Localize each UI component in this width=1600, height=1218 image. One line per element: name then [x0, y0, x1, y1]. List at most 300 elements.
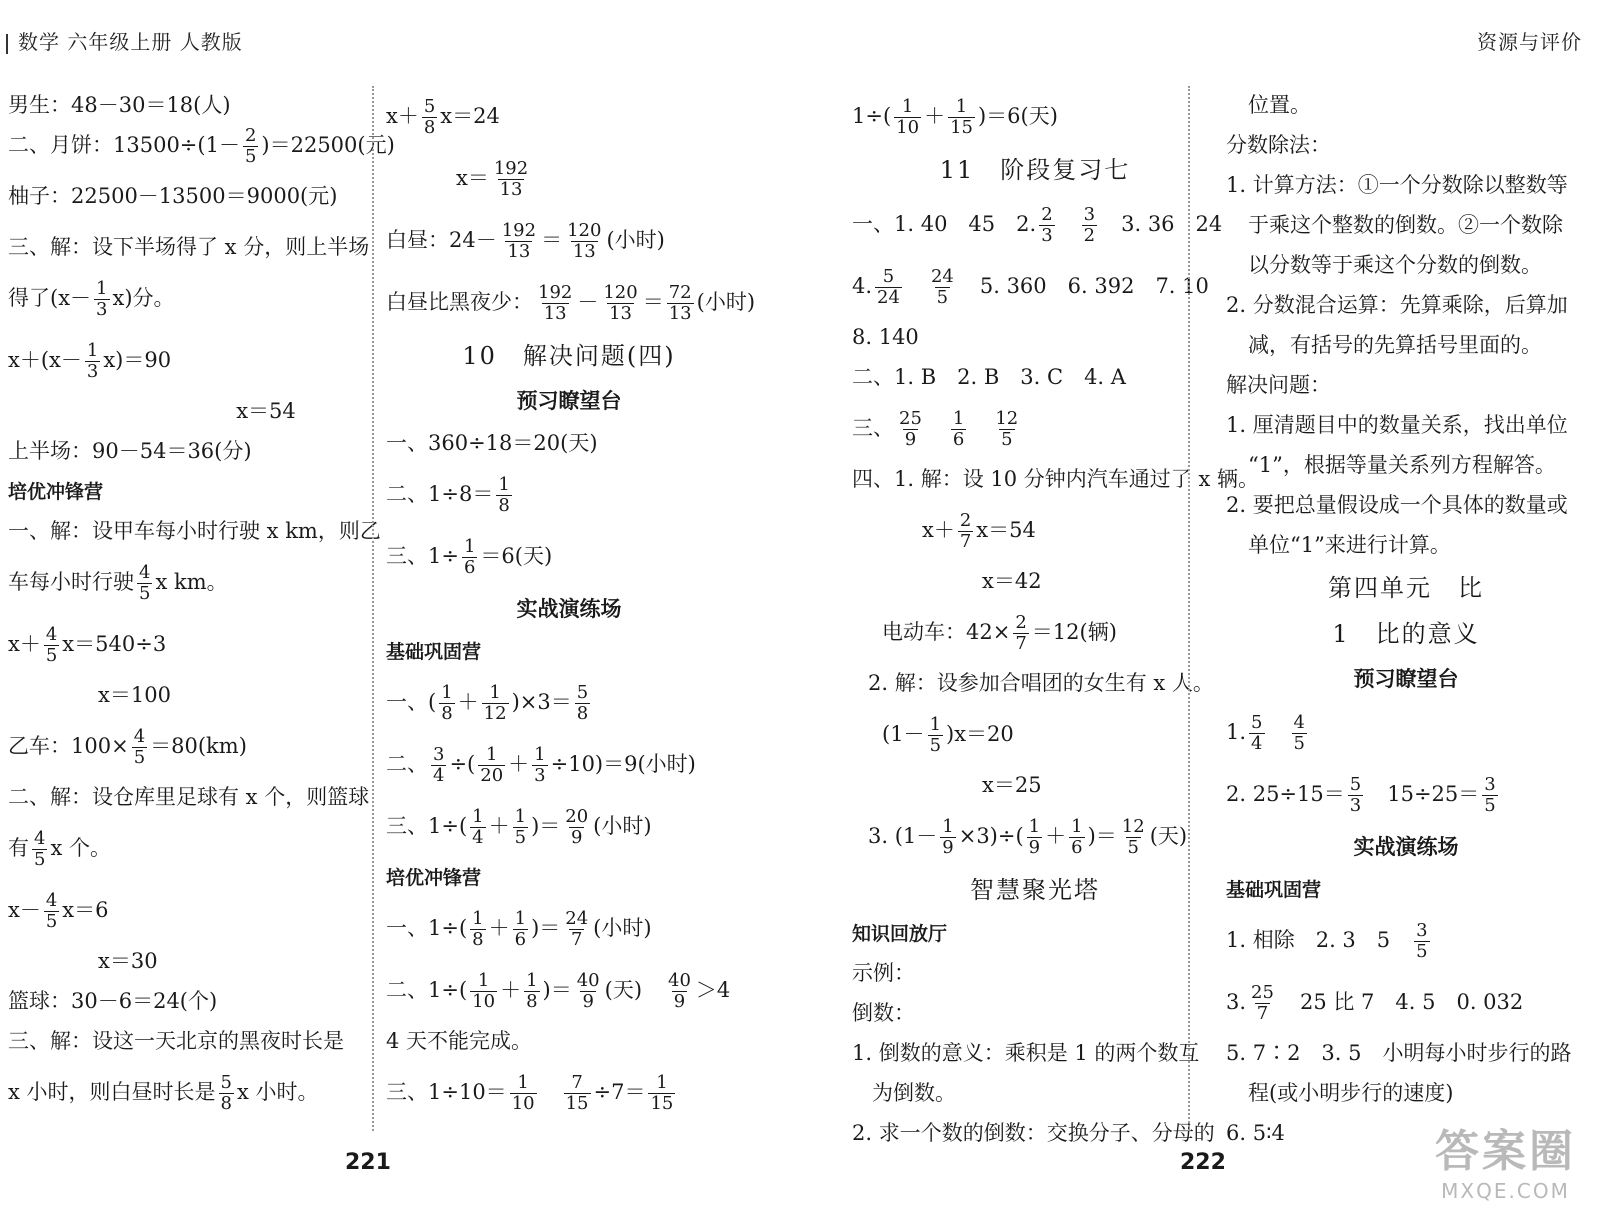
fraction-numerator: 3 — [433, 744, 445, 766]
fraction-numerator: 1 — [477, 970, 490, 992]
fraction — [44, 891, 59, 931]
fraction-denominator: 6 — [952, 428, 965, 450]
fraction — [470, 971, 497, 1011]
fraction-denominator: 9 — [582, 990, 594, 1012]
col3-line: 11 阶段复习七 — [939, 156, 1131, 185]
fraction — [137, 563, 152, 603]
col4-line — [1226, 910, 1586, 972]
col2-line: 4 天不能完成。 — [386, 1029, 533, 1054]
fraction-denominator: 9 — [673, 990, 686, 1012]
col2-line — [386, 526, 752, 588]
fraction-denominator: 5 — [514, 826, 527, 848]
fraction-denominator: 5 — [45, 910, 58, 932]
text-segment: x＋ — [386, 104, 419, 129]
fraction-numerator: 20 — [565, 806, 589, 828]
text-segment: ＝ — [541, 228, 563, 253]
fraction-numerator: 4 — [45, 890, 58, 912]
text-segment: (小时) — [593, 814, 652, 839]
fraction-numerator: 1 — [534, 744, 546, 766]
fraction-numerator: 1 — [517, 1072, 529, 1094]
text-segment: )x＝20 — [946, 722, 1014, 747]
col4-line: 5. 7∶2 3. 5 小明每小时步行的路 — [1226, 1041, 1572, 1066]
fraction-denominator: 15 — [950, 116, 973, 138]
column-4 — [1226, 86, 1586, 1154]
col4-line: 位置。 — [1248, 93, 1311, 118]
col2-line: 基础巩固营 — [386, 640, 482, 663]
fraction-numerator: 2 — [959, 510, 972, 532]
fraction-numerator: 4 — [1293, 712, 1305, 734]
fraction — [951, 409, 966, 449]
fraction-denominator: 13 — [609, 302, 632, 324]
text-segment: 一、( — [386, 690, 437, 715]
fraction — [243, 126, 258, 166]
text-segment: ＞4 — [695, 978, 731, 1003]
watermark-text: 答案圈 — [1435, 1126, 1576, 1177]
fraction-numerator: 1 — [485, 744, 498, 766]
text-segment: x＋ — [922, 518, 955, 543]
fraction-denominator: 8 — [498, 494, 510, 516]
fraction — [85, 341, 100, 381]
text-segment: )×3＝ — [511, 690, 572, 715]
col2-line — [386, 210, 752, 272]
fraction-denominator: 4 — [472, 826, 484, 848]
page-number-right: 222 — [1180, 1150, 1226, 1175]
col1-line — [8, 552, 374, 614]
text-segment: ＝12(辆) — [1031, 620, 1117, 645]
text-segment: )＝6(天) — [977, 104, 1058, 129]
fraction-numerator: 72 — [668, 282, 692, 304]
col3-line — [852, 194, 1223, 256]
fraction — [1069, 817, 1084, 857]
fraction-numerator: 1 — [463, 536, 476, 558]
fraction-denominator: 3 — [86, 360, 99, 382]
text-segment: 3. (1－ — [868, 824, 938, 849]
fraction-numerator: 1 — [901, 96, 914, 118]
fraction-denominator: 15 — [650, 1092, 674, 1114]
fraction-numerator: 5 — [1251, 712, 1263, 734]
col3-line: 智慧聚光塔 — [970, 876, 1100, 905]
text-segment: ＝ — [642, 290, 664, 315]
col4-line — [1226, 764, 1586, 826]
fraction-denominator: 6 — [1071, 836, 1083, 858]
col1-line: x＝30 — [98, 949, 158, 974]
col4-line: 实战演练场 — [1353, 835, 1459, 860]
fraction-numerator: 1 — [96, 278, 108, 300]
fraction — [1348, 775, 1363, 815]
text-segment: 15÷25＝ — [1366, 782, 1480, 807]
fraction-numerator: 1 — [942, 816, 954, 838]
text-segment: x＋ — [8, 632, 41, 657]
fraction-numerator: 40 — [668, 970, 691, 992]
fraction-numerator: 4 — [45, 624, 58, 646]
fraction — [648, 1073, 675, 1113]
text-segment: x－ — [8, 898, 41, 923]
fraction — [601, 283, 639, 323]
col1-line: 男生：48－30＝18(人) — [8, 93, 231, 118]
fraction — [940, 817, 955, 857]
fraction — [470, 807, 485, 847]
fraction — [1482, 775, 1497, 815]
text-segment: 3. 36 24 — [1100, 212, 1223, 237]
fraction-numerator: 7 — [571, 1072, 583, 1094]
text-segment: (小时) — [696, 290, 756, 315]
text-segment — [1268, 718, 1289, 747]
fraction-denominator: 10 — [511, 1092, 535, 1114]
col1-line — [8, 716, 374, 778]
fraction-denominator: 8 — [220, 1092, 232, 1114]
text-segment: (1－ — [882, 722, 925, 747]
fraction-numerator: 5 — [576, 682, 589, 704]
fraction-denominator: 4 — [1251, 732, 1263, 754]
col2-line — [386, 464, 752, 526]
text-segment: 电动车：42× — [882, 620, 1011, 645]
text-segment: 得了(x－ — [8, 286, 92, 311]
fraction-denominator: 8 — [472, 928, 484, 950]
fraction-numerator: 1 — [929, 714, 942, 736]
text-segment: 2. 25÷15＝ — [1226, 782, 1345, 807]
fraction-denominator: 9 — [1028, 836, 1041, 858]
col4-line: 6. 5∶4 — [1226, 1121, 1285, 1146]
fraction-numerator: 1 — [1071, 816, 1083, 838]
col4-line: 分数除法： — [1226, 133, 1331, 158]
text-segment: x 小时，则白昼时长是 — [8, 1080, 216, 1105]
fraction — [563, 909, 590, 949]
fraction-denominator: 8 — [576, 702, 589, 724]
text-segment: x＋(x－ — [8, 348, 82, 373]
col3-line — [852, 86, 1218, 148]
fraction-denominator: 5 — [936, 286, 949, 308]
fraction-denominator: 5 — [929, 734, 942, 756]
fraction-numerator: 4 — [133, 726, 146, 748]
fraction-numerator: 5 — [423, 96, 436, 118]
text-segment — [927, 414, 948, 443]
col1-line — [8, 614, 374, 676]
fraction-numerator: 3 — [1484, 774, 1496, 796]
text-segment: ＋ — [1045, 824, 1067, 849]
fraction — [1082, 205, 1097, 245]
fraction — [500, 221, 538, 261]
fraction — [524, 971, 539, 1011]
fraction-denominator: 5 — [133, 746, 146, 768]
fraction — [563, 807, 590, 847]
fraction — [1120, 817, 1147, 857]
fraction — [513, 807, 528, 847]
text-segment: 乙车：100× — [8, 734, 129, 759]
fraction — [482, 683, 509, 723]
fraction — [44, 625, 59, 665]
fraction — [478, 745, 505, 785]
text-segment — [1058, 210, 1079, 239]
fraction-numerator: 192 — [501, 220, 537, 242]
fraction — [1249, 983, 1276, 1023]
fraction-denominator: 10 — [472, 990, 496, 1012]
text-segment: )＝ — [1087, 824, 1117, 849]
fraction-numerator: 5 — [220, 1072, 232, 1094]
fraction-denominator: 3 — [534, 764, 546, 786]
col4-line: 预习瞭望台 — [1353, 667, 1459, 692]
col2-line — [386, 734, 752, 796]
col1-line: x＝54 — [236, 399, 296, 424]
fraction-denominator: 13 — [507, 240, 531, 262]
fraction — [1249, 713, 1264, 753]
col3-line: 为倒数。 — [872, 1081, 956, 1106]
text-segment: 三、1÷10＝ — [386, 1080, 507, 1105]
col3-line — [852, 602, 1218, 664]
col3-line: 2. 解：设参加合唱团的女生有 x 人。 — [868, 671, 1214, 696]
text-segment: x＝54 — [976, 518, 1036, 543]
col4-line: 1. 厘清题目中的数量关系，找出单位 — [1226, 413, 1568, 438]
fraction-numerator: 1 — [955, 96, 968, 118]
fraction-numerator: 1 — [1028, 816, 1041, 838]
text-segment: x 个。 — [50, 836, 111, 861]
fraction-denominator: 5 — [1484, 794, 1496, 816]
text-segment: 三、1÷( — [386, 814, 468, 839]
col4-line: 第四单元 比 — [1328, 574, 1484, 603]
col4-line: 2. 分数混合运算：先算乘除，后算加 — [1226, 293, 1568, 318]
fraction-denominator: 8 — [423, 116, 436, 138]
fraction — [219, 1073, 234, 1113]
fraction — [532, 745, 547, 785]
col1-line — [8, 1062, 374, 1124]
text-segment: 5. 360 6. 392 7. 10 — [958, 274, 1209, 299]
fraction — [958, 511, 973, 551]
fraction-numerator: 4 — [34, 828, 46, 850]
fraction-denominator: 4 — [433, 764, 445, 786]
text-segment: )＝ — [531, 916, 561, 941]
col3-line — [852, 806, 1218, 868]
fraction-numerator: 40 — [576, 970, 600, 992]
col1-line: 三、解：设下半场得了 x 分，则上半场 — [8, 235, 370, 260]
fraction-numerator: 4 — [139, 562, 151, 584]
fraction-denominator: 15 — [565, 1092, 589, 1114]
fraction — [1039, 205, 1054, 245]
fraction — [536, 283, 574, 323]
text-segment: x＝24 — [440, 104, 500, 129]
page-header-left — [6, 26, 243, 55]
fraction — [1292, 713, 1307, 753]
col1-line: 篮球：30－6＝24(个) — [8, 989, 218, 1014]
fraction-numerator: 1 — [86, 340, 99, 362]
fraction-numerator: 120 — [603, 282, 638, 304]
col3-line: x＝42 — [982, 569, 1042, 594]
fraction-denominator: 5 — [1001, 428, 1013, 450]
fraction-numerator: 1 — [526, 970, 538, 992]
text-segment: )＝ — [542, 978, 572, 1003]
fraction — [929, 267, 956, 307]
column-2 — [386, 86, 756, 1124]
col2-line — [386, 272, 756, 334]
text-segment: 三、1÷ — [386, 544, 459, 569]
text-segment: 4. — [852, 274, 873, 299]
fraction — [510, 1073, 537, 1113]
fraction — [666, 971, 693, 1011]
fraction — [132, 727, 147, 767]
text-segment: 1. — [1226, 720, 1247, 745]
text-segment: ＋ — [488, 814, 510, 839]
text-segment: ＋ — [508, 752, 530, 777]
fraction-denominator: 6 — [514, 928, 527, 950]
col1-line: 上半场：90－54＝36(分) — [8, 439, 252, 464]
fraction-numerator: 1 — [514, 806, 527, 828]
fraction-numerator: 120 — [567, 220, 602, 242]
col2-line: 培优冲锋营 — [386, 866, 482, 889]
fraction-denominator: 9 — [570, 826, 583, 848]
text-segment: 一、1. 40 45 2. — [852, 212, 1037, 237]
fraction-numerator: 1 — [472, 806, 484, 828]
watermark-url: MXQE.COM — [1441, 1179, 1570, 1203]
fraction — [513, 909, 528, 949]
fraction-denominator: 5 — [139, 582, 151, 604]
fraction-numerator: 1 — [441, 682, 453, 704]
fraction — [894, 97, 921, 137]
page-header-right: 资源与评价 — [1477, 30, 1582, 54]
fraction-denominator: 3 — [96, 298, 108, 320]
fraction-denominator: 12 — [483, 702, 507, 724]
text-segment: ×3)÷( — [958, 824, 1024, 849]
text-segment: ＝6(天) — [480, 544, 553, 569]
text-segment: 车每小时行驶 — [8, 570, 134, 595]
fraction-numerator: 1 — [498, 474, 510, 496]
fraction-denominator: 7 — [1015, 632, 1027, 654]
col1-line: 三、解：设这一天北京的黑夜时长是 — [8, 1029, 344, 1054]
fraction-denominator: 20 — [480, 764, 504, 786]
text-segment: x＝ — [456, 166, 489, 191]
col2-line: 实战演练场 — [516, 597, 622, 622]
header-rule — [6, 34, 8, 54]
fraction — [439, 683, 454, 723]
fraction-numerator: 1 — [656, 1072, 668, 1094]
fraction — [667, 283, 694, 323]
col1-line — [8, 818, 374, 880]
col1-line — [8, 330, 374, 392]
fraction-denominator: 13 — [668, 302, 692, 324]
col1-line: 培优冲锋营 — [8, 480, 104, 503]
text-segment — [905, 272, 926, 301]
col4-line: 1 比的意义 — [1332, 620, 1480, 649]
text-segment: ＋ — [924, 104, 946, 129]
fraction-numerator: 3 — [1416, 920, 1428, 942]
text-segment: x＝6 — [62, 898, 109, 923]
col1-line — [8, 125, 395, 167]
text-segment: ＋ — [500, 978, 522, 1003]
text-segment: (小时) — [606, 228, 665, 253]
fraction-numerator: 12 — [995, 408, 1019, 430]
fraction-numerator: 2 — [1041, 204, 1053, 226]
col2-line — [386, 898, 752, 960]
fraction-denominator: 6 — [463, 556, 476, 578]
text-segment: ＋ — [488, 916, 510, 941]
col4-line: 基础巩固营 — [1226, 878, 1322, 901]
text-segment: 三、 — [852, 416, 894, 441]
text-segment: ＝80(km) — [150, 734, 247, 759]
fraction-numerator: 1 — [472, 908, 484, 930]
text-segment: 1. 相除 2. 3 5 — [1226, 928, 1412, 953]
col4-line: 于乘这个整数的倒数。②一个数除 — [1248, 213, 1563, 238]
fraction — [564, 1073, 591, 1113]
watermark-logo — [1435, 1115, 1576, 1203]
fraction — [565, 221, 603, 261]
col3-line — [852, 500, 1218, 562]
fraction — [948, 97, 975, 137]
fraction — [575, 683, 590, 723]
fraction — [431, 745, 446, 785]
text-segment: x＝540÷3 — [62, 632, 167, 657]
fraction-denominator: 3 — [1041, 224, 1053, 246]
fraction-numerator: 25 — [1251, 982, 1274, 1004]
col3-line — [852, 704, 1218, 766]
col3-line: 示例： — [852, 961, 915, 986]
text-segment: 3. — [1226, 990, 1247, 1015]
fraction-denominator: 5 — [45, 644, 58, 666]
fraction-denominator: 5 — [244, 145, 257, 167]
fraction-denominator: 7 — [570, 928, 583, 950]
text-segment: 25 比 7 4. 5 0. 032 — [1278, 990, 1524, 1015]
text-segment: － — [577, 290, 599, 315]
fraction — [492, 159, 530, 199]
fraction — [1027, 817, 1042, 857]
col3-line: 8. 140 — [852, 325, 919, 350]
fraction-denominator: 5 — [1127, 836, 1139, 858]
col2-line: 预习瞭望台 — [516, 389, 622, 414]
book-title: 数学 六年级上册 人教版 — [18, 30, 243, 54]
col4-line: 程(或小明步行的速度) — [1248, 1081, 1454, 1106]
text-segment: ÷10)＝9(小时) — [550, 752, 696, 777]
text-segment: 一、1÷( — [386, 916, 468, 941]
fraction — [1414, 921, 1429, 961]
page-number-left: 221 — [345, 1150, 391, 1175]
text-segment: 二、1÷( — [386, 978, 468, 1003]
fraction-numerator: 192 — [493, 158, 529, 180]
text-segment: (天) — [1149, 824, 1188, 849]
fraction — [462, 537, 477, 577]
col1-line — [8, 880, 374, 942]
fraction — [993, 409, 1020, 449]
fraction — [496, 475, 511, 515]
col3-line: 倒数： — [852, 1001, 915, 1026]
text-segment: )＝ — [531, 814, 561, 839]
fraction-denominator: 8 — [441, 702, 453, 724]
col1-line: 柚子：22500－13500＝9000(元) — [8, 184, 338, 209]
fraction — [1013, 613, 1028, 653]
fraction — [575, 971, 602, 1011]
text-segment: 有 — [8, 836, 29, 861]
column-divider-2 — [1188, 86, 1190, 1131]
col4-line: 减，有括号的先算括号里面的。 — [1248, 333, 1542, 358]
col4-line: 单位“1”来进行计算。 — [1248, 533, 1451, 558]
fraction — [875, 267, 902, 307]
fraction-denominator: 5 — [1293, 732, 1305, 754]
col3-line: 1. 倒数的意义：乘积是 1 的两个数互 — [852, 1041, 1200, 1066]
fraction-numerator: 2 — [244, 125, 257, 147]
col4-line: “1”，根据等量关系列方程解答。 — [1248, 453, 1556, 478]
col4-line — [1226, 972, 1586, 1034]
fraction-numerator: 2 — [1015, 612, 1027, 634]
col2-line — [386, 1062, 752, 1124]
fraction-numerator: 1 — [952, 408, 965, 430]
col1-line — [8, 268, 374, 330]
text-segment: (天) — [604, 978, 664, 1003]
fraction-numerator: 5 — [1349, 774, 1362, 796]
col3-line — [852, 256, 1218, 318]
fraction-denominator: 5 — [1416, 940, 1428, 962]
col3-line — [852, 398, 1218, 460]
text-segment: 1÷( — [852, 104, 892, 129]
fraction-denominator: 9 — [904, 428, 917, 450]
fraction-numerator: 192 — [538, 282, 573, 304]
text-segment: x)分。 — [112, 286, 175, 311]
col1-line: x＝100 — [98, 683, 171, 708]
text-segment: 二、月饼：13500÷(1－ — [8, 133, 240, 158]
